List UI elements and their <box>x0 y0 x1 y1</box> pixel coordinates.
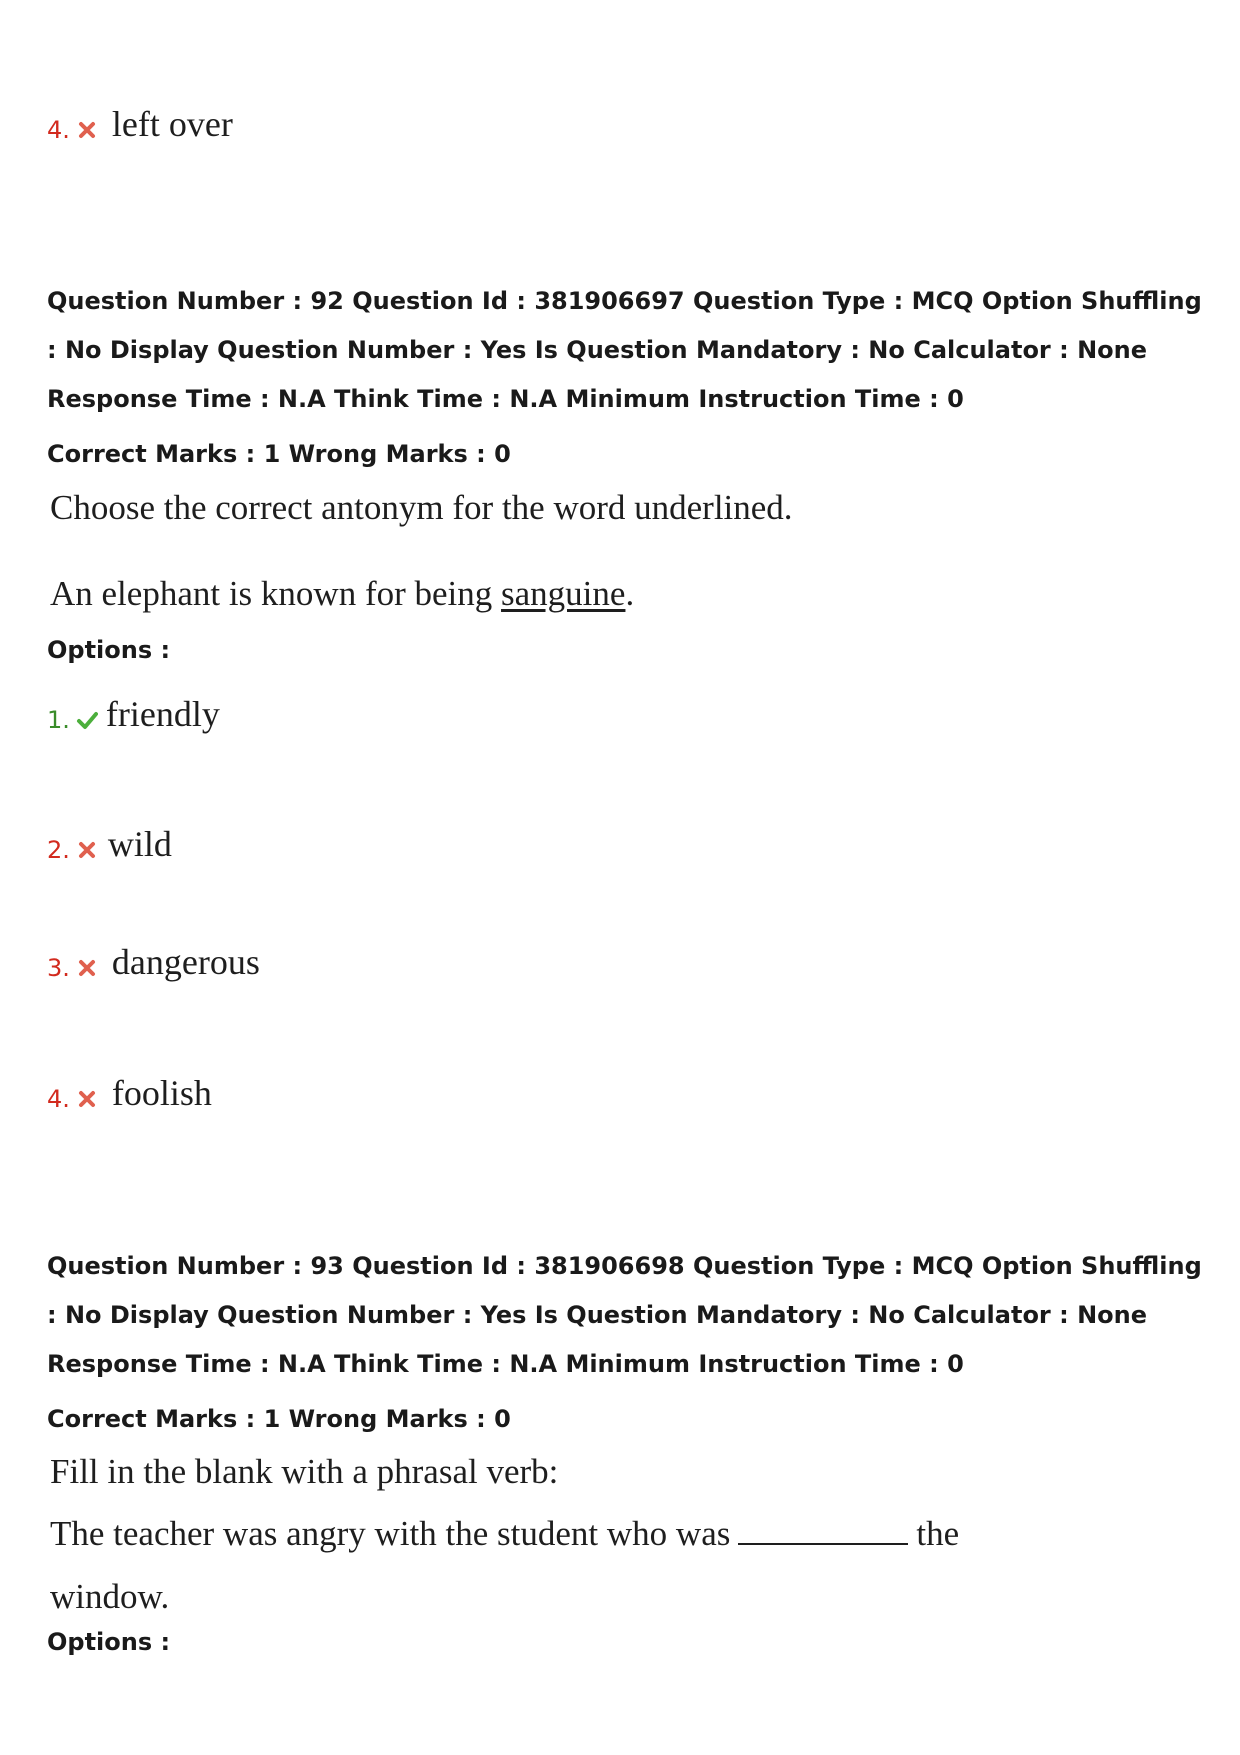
option-number: 4. <box>47 116 70 144</box>
question-92-instruction: Choose the correct antonym for the word underlined. <box>50 488 793 527</box>
sentence-suffix: the <box>916 1514 960 1553</box>
underlined-word: sanguine <box>501 574 626 613</box>
question-92-options-label: Options : <box>47 636 171 664</box>
check-icon <box>76 709 98 731</box>
question-93-marks: Correct Marks : 1 Wrong Marks : 0 <box>47 1405 511 1433</box>
cross-icon <box>76 119 98 141</box>
option-text: left over <box>111 104 233 144</box>
question-93-options-label: Options : <box>47 1628 171 1656</box>
sentence-prefix: An elephant is known for being <box>50 574 502 613</box>
option-number: 4. <box>47 1085 70 1113</box>
option-text: foolish <box>111 1073 212 1113</box>
question-92-option-1 <box>47 696 220 732</box>
question-92-marks: Correct Marks : 1 Wrong Marks : 0 <box>47 440 511 468</box>
option-text: dangerous <box>111 942 260 982</box>
option-number: 2. <box>47 836 70 864</box>
question-93-instruction: Fill in the blank with a phrasal verb: <box>50 1452 559 1491</box>
question-93-sentence-continued: window. <box>50 1577 170 1616</box>
question-92-option-2 <box>47 826 172 862</box>
question-93-meta: Question Number : 93 Question Id : 381906698 Question Type : MCQ Option Shuffling : No Display Question Number : Yes Is Question Mandatory : No Calculator : None Response Time : N.A Think Time : N.A Minimum Instruction Time : 0 <box>47 1252 1202 1378</box>
option-number: 3. <box>47 954 70 982</box>
sentence-suffix: . <box>625 574 635 613</box>
cross-icon <box>76 957 98 979</box>
sentence-prefix: The teacher was angry with the student who was <box>50 1514 731 1553</box>
option-number: 1. <box>47 706 70 734</box>
option-text: friendly <box>105 694 220 734</box>
cross-icon <box>76 839 98 861</box>
question-92-sentence <box>50 574 634 614</box>
question-92-meta: Question Number : 92 Question Id : 381906697 Question Type : MCQ Option Shuffling : No Display Question Number : Yes Is Question Mandatory : No Calculator : None Response Time : N.A Think Time : N.A Minimum Instruction Time : 0 <box>47 287 1202 413</box>
fill-in-blank <box>738 1517 908 1545</box>
prev-option-4 <box>47 106 233 142</box>
cross-icon <box>76 1088 98 1110</box>
question-93-sentence <box>50 1514 959 1554</box>
question-92-option-4 <box>47 1075 212 1111</box>
option-text: wild <box>107 824 172 864</box>
question-92-option-3 <box>47 944 260 980</box>
